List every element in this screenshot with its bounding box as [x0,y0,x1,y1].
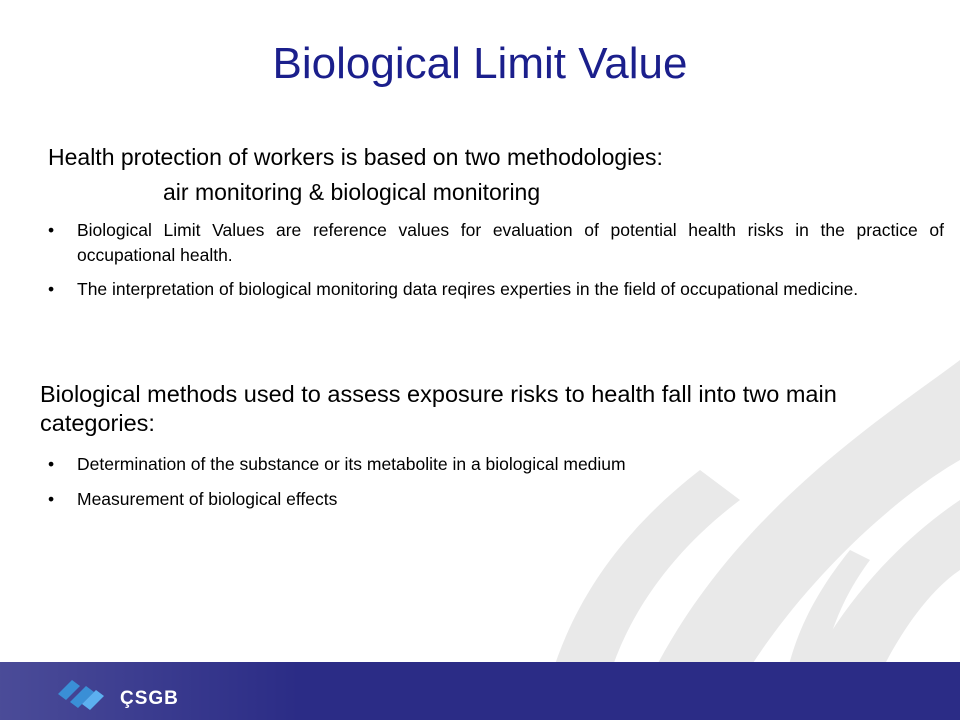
bullet-item [48,277,944,302]
bullet-item [48,218,944,268]
logo-text: ÇSGB [120,688,179,709]
bullet-list-limit-values [48,218,944,311]
bullet-dot: • [48,279,55,299]
bullet-text: Biological Limit Values are reference values for evaluation of potential health risks in the practice of occupational health. [77,220,944,265]
intro-line-2: air monitoring & biological monitoring [163,179,541,205]
bullet-text: Measurement of biological effects [77,489,338,509]
bullet-dot: • [48,454,55,474]
bullet-item [48,452,944,477]
categories-heading: Biological methods used to assess exposure risks to health fall into two main categories: [40,381,837,436]
bullet-dot: • [48,220,55,240]
bullet-text: Determination of the substance or its metabolite in a biological medium [77,454,626,474]
bullet-dot: • [48,489,55,509]
bullet-item [48,487,944,512]
bullet-list-methods [48,452,944,522]
slide-title: Biological Limit Value [272,39,688,88]
csgb-logo-icon [52,672,112,712]
bullet-text: The interpretation of biological monitoring data reqires experties in the field of occupational medicine. [77,279,859,299]
intro-line-1: Health protection of workers is based on two methodologies: [48,144,663,170]
